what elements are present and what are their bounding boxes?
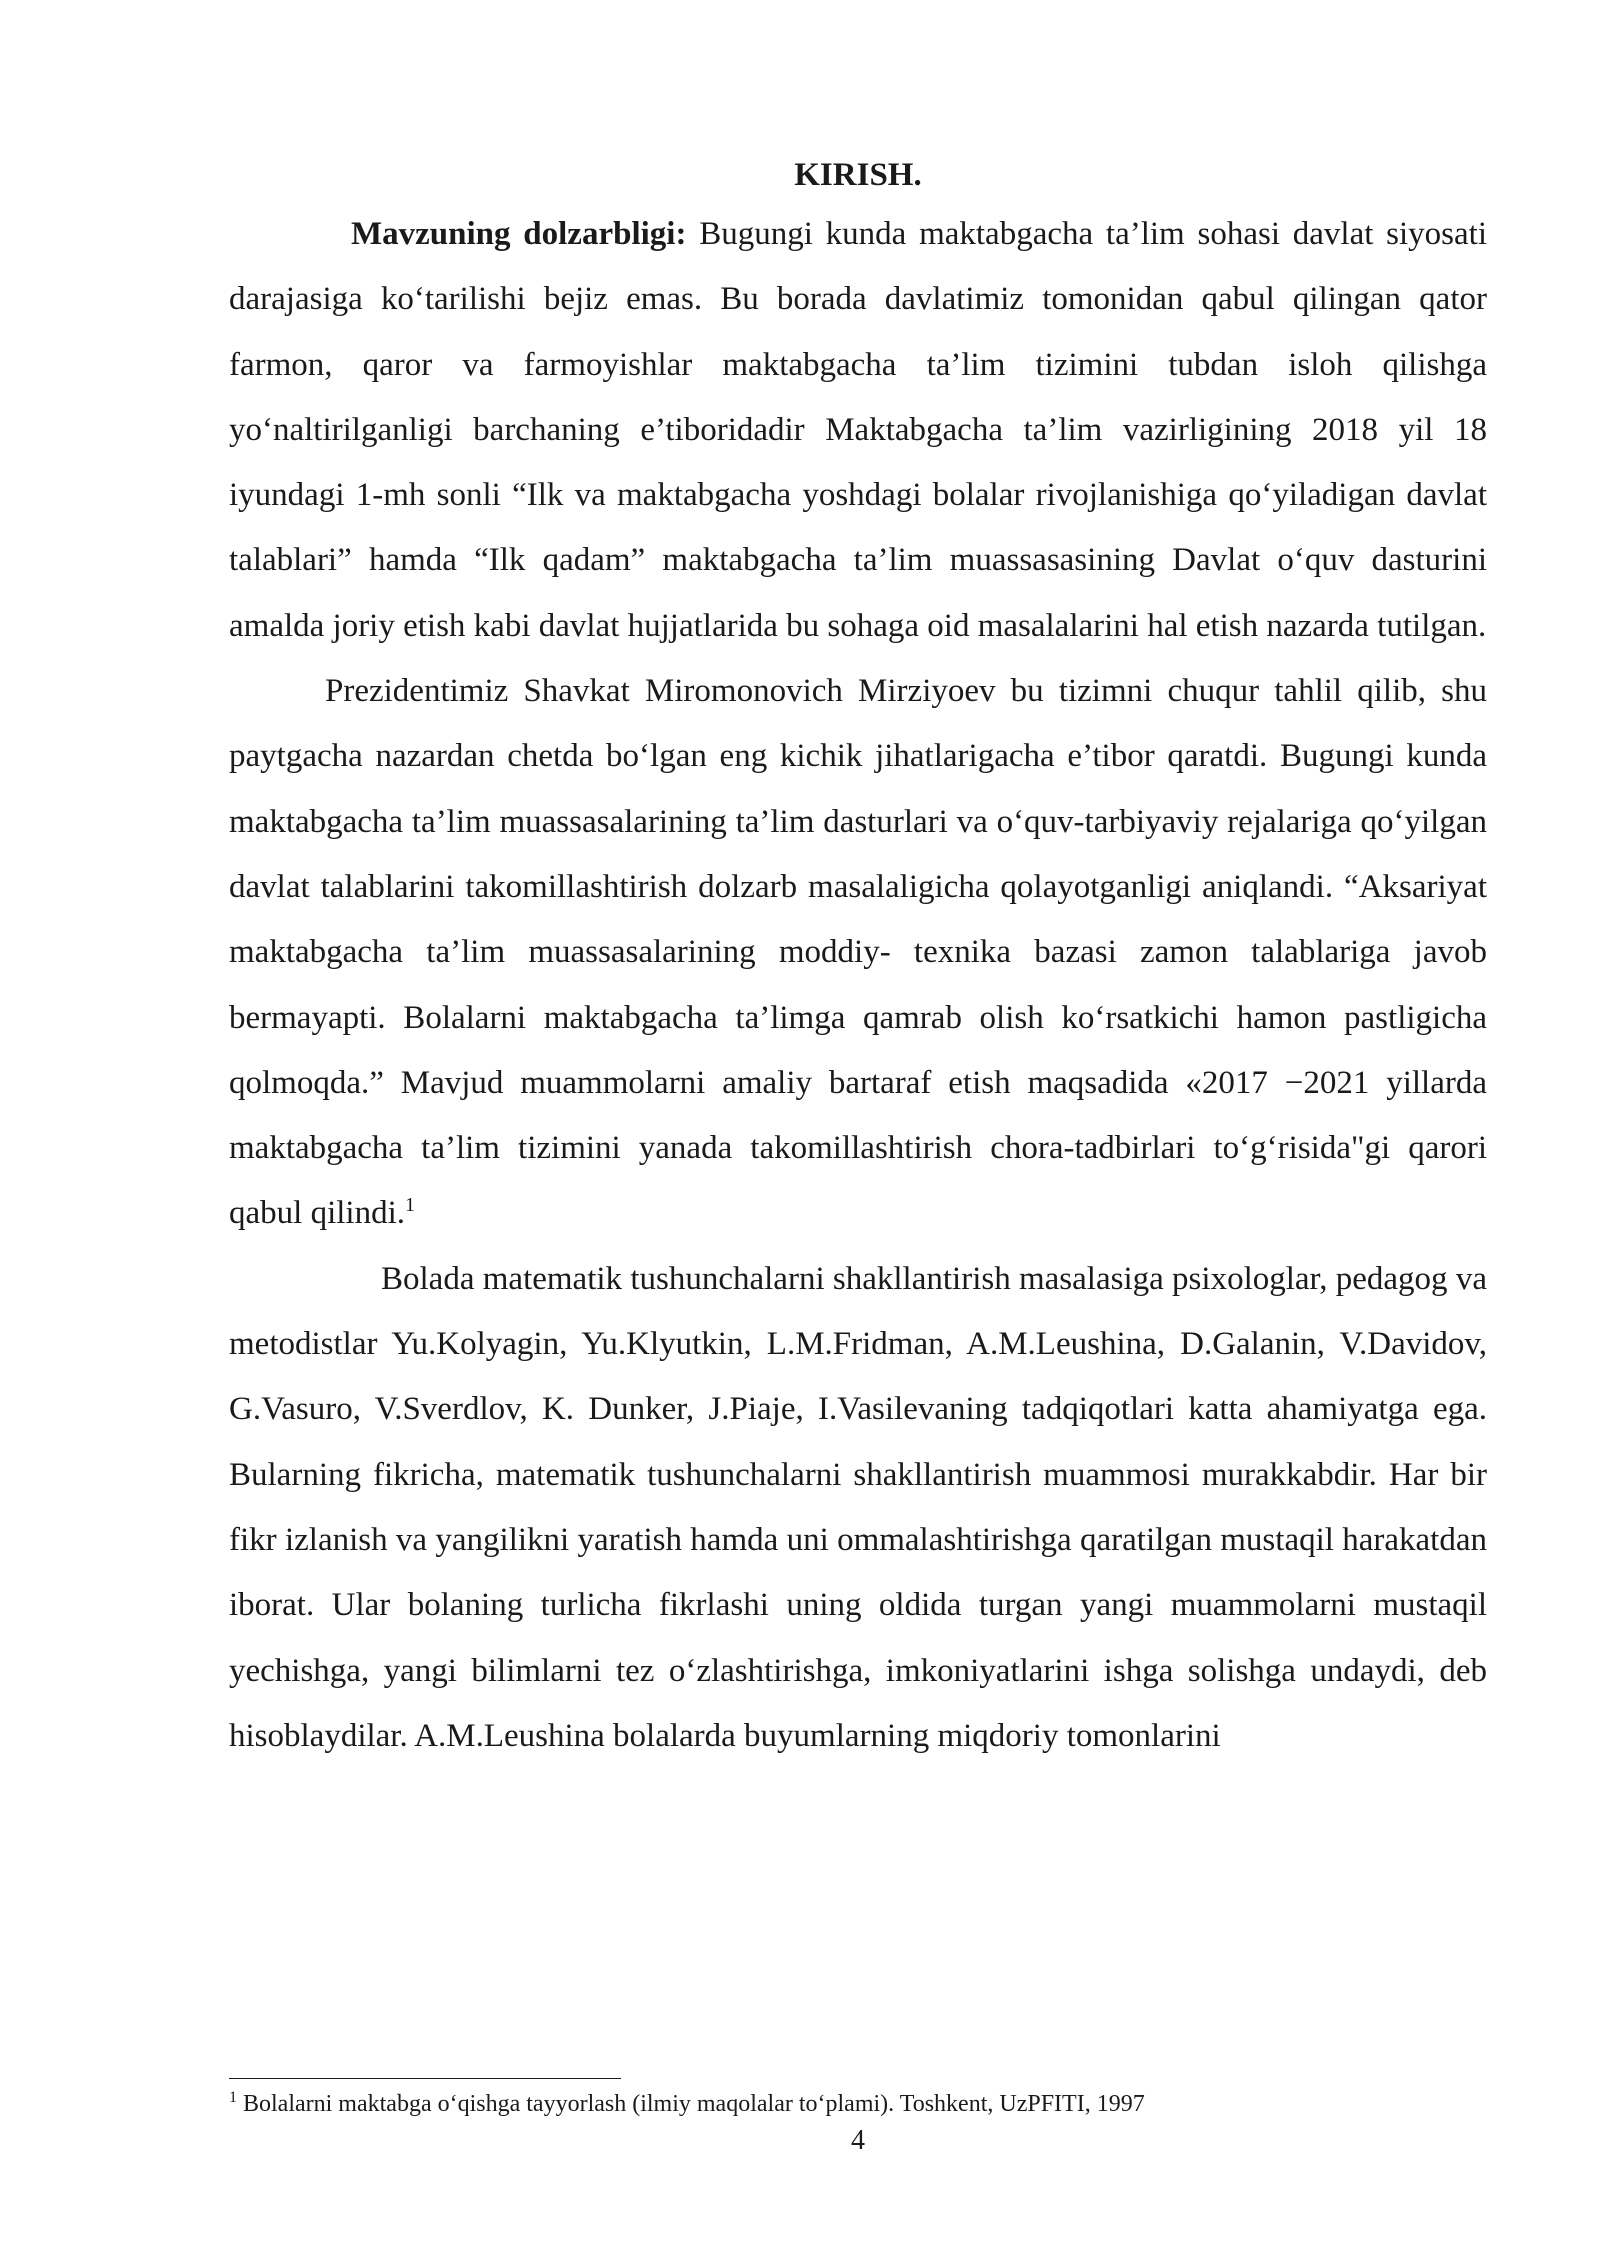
footnote-reference[interactable]: 1	[405, 1194, 415, 1217]
footnote	[229, 2088, 1487, 2120]
document-body	[229, 150, 1487, 1769]
paragraph-relevance	[229, 202, 1487, 659]
paragraph-president	[229, 659, 1487, 1247]
page-number: 4	[851, 2125, 865, 2156]
paragraph-text: Prezidentimiz Shavkat Miromonovich Mirziyoev bu tizimni chuqur tahlil qilib, shu paytgacha nazardan chetda bo‘lgan eng kichik jihatlarigacha e’tibor qaratdi. Bugungi kunda maktabgacha ta’lim muassasalarining ta’lim dasturlari va o‘quv-tarbiyaviy rejalariga qo‘yilgan davlat talablarini takomillashtirish dolzarb masalaligicha qolayotganligi aniqlandi. “Aksariyat maktabgacha ta’lim muassasalarining moddiy- texnika bazasi zamon talablariga javob bermayapti. Bolalarni maktabgacha ta’limga qamrab olish ko‘rsatkichi hamon pastligicha qolmoqda.” Mavjud muammolarni amaliy bartaraf etish maqsadida «2017 −2021 yillarda maktabgacha ta’lim tizimini yanada takomillashtirish chora-tadbirlari to‘g‘risida"gi qarori qabul qilindi.	[229, 673, 1487, 1232]
paragraph-research	[229, 1247, 1487, 1769]
footnote-text: Bolalarni maktabga o‘qishga tayyorlash (ilmiy maqolalar to‘plami). Toshkent, UzPFITI, 1997	[237, 2091, 1145, 2117]
footnote-marker: 1	[229, 2089, 237, 2106]
paragraph-text: Bugungi kunda maktabgacha ta’lim sohasi davlat siyosati darajasiga ko‘tarilishi bejiz emas. Bu borada davlatimiz tomonidan qabul qilingan qator farmon, qaror va farmoyishlar maktabgacha ta’lim tizimini tubdan isloh qilishga yo‘naltirilganligi barchaning e’tiboridadir Maktabgacha ta’lim vazirligining 2018 yil 18 iyundagi 1-mh sonli “Ilk va maktabgacha yoshdagi bolalar rivojlanishiga qo‘yiladigan davlat talablari” hamda “Ilk qadam” maktabgacha ta’lim muassasasining Davlat o‘quv dasturini amalda joriy etish kabi davlat hujjatlarida bu sohaga oid masalalarini hal etish nazarda tutilgan.	[229, 216, 1487, 644]
paragraph-text: Bolada matematik tushunchalarni shakllantirish masalasiga psixologlar, pedagog va metodistlar Yu.Kolyagin, Yu.Klyutkin, L.M.Fridman, A.M.Leushina, D.Galanin, V.Davidov, G.Vasuro, V.Sverdlov, K. Dunker, J.Piaje, I.Vasilevaning tadqiqotlari katta ahamiyatga ega. Bularning fikricha, matematik tushunchalarni shakllantirish muammosi murakkabdir. Har bir fikr izlanish va yangilikni yaratish hamda uni ommalashtirishga qaratilgan mustaqil harakatdan iborat. Ular bolaning turlicha fikrlashi uning oldida turgan yangi muammolarni mustaqil yechishga, yangi bilimlarni tez o‘zlashtirishga, imkoniyatlarini ishga solishga undaydi, deb hisoblaydilar. A.M.Leushina bolalarda buyumlarning miqdoriy tomonlarini	[229, 1260, 1487, 1754]
paragraph-lead: Mavzuning dolzarbligi:	[351, 216, 687, 252]
footnote-separator	[229, 2078, 621, 2079]
section-heading: KIRISH.	[794, 157, 922, 193]
